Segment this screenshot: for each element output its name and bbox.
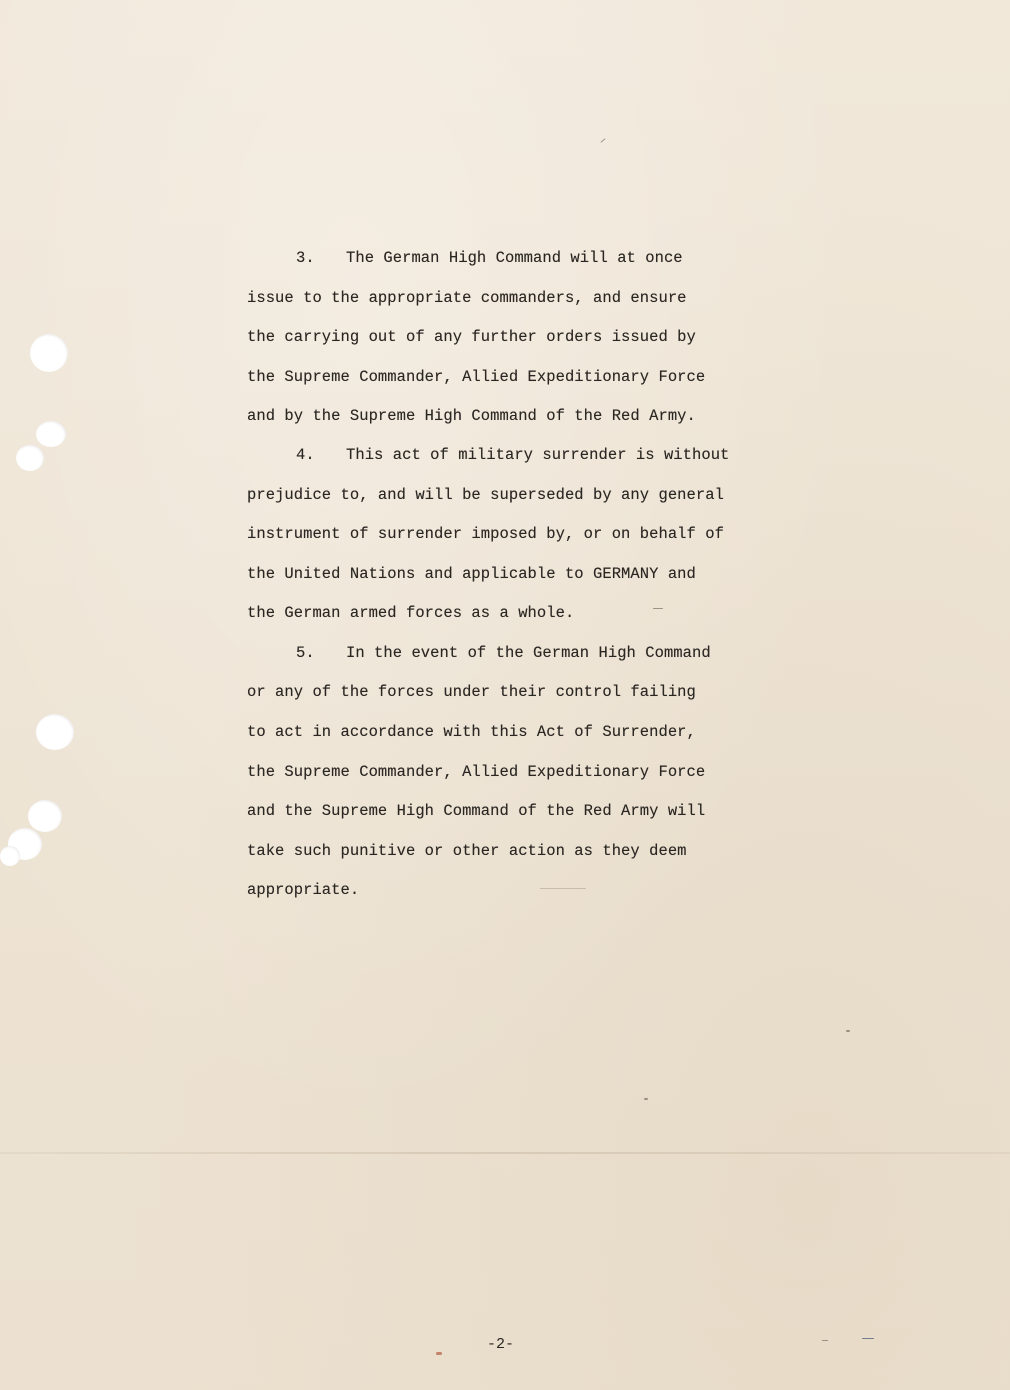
- paragraph-text-line: the Supreme Commander, Allied Expeditionary Force: [247, 368, 706, 386]
- paper-speck: [846, 1030, 850, 1032]
- paragraph-text-line: the Supreme Commander, Allied Expeditionary Force: [247, 763, 706, 781]
- paragraph-text-line: and the Supreme High Command of the Red Army will: [247, 802, 706, 820]
- paragraph-number: 5.: [296, 644, 315, 662]
- paragraph-text-line: issue to the appropriate commanders, and ensure: [247, 289, 687, 307]
- paragraph-text-line: take such punitive or other action as they deem: [247, 842, 687, 860]
- punch-hole: [0, 846, 20, 866]
- paragraph-text-line: appropriate.: [247, 881, 360, 899]
- paragraph-text-line: the United Nations and applicable to GERMANY and: [247, 565, 696, 583]
- paper-speck: [644, 1098, 648, 1100]
- paper-speck: [540, 888, 586, 889]
- paper-speck: [862, 1338, 874, 1339]
- punch-hole: [36, 421, 66, 447]
- paragraph-3-first-line: [296, 248, 683, 268]
- paragraph-text-line: the German armed forces as a whole.: [247, 604, 575, 622]
- paragraph-number: 3.: [296, 249, 315, 267]
- paragraph-text-line: This act of military surrender is without: [346, 446, 730, 464]
- punch-hole: [36, 714, 74, 750]
- paragraph-text-line: and by the Supreme High Command of the Red Army.: [247, 407, 696, 425]
- page-number: -2-: [487, 1336, 515, 1353]
- paper-fold-line: [0, 1152, 1010, 1154]
- paper-speck: [436, 1352, 442, 1355]
- paragraph-number: 4.: [296, 446, 315, 464]
- paper-speck: [653, 608, 663, 609]
- paragraph-text-line: or any of the forces under their control failing: [247, 683, 696, 701]
- paragraph-text-line: to act in accordance with this Act of Surrender,: [247, 723, 696, 741]
- paragraph-text-line: instrument of surrender imposed by, or on behalf of: [247, 525, 724, 543]
- punch-hole: [16, 445, 44, 471]
- paper-speck: [600, 138, 605, 143]
- paragraph-text-line: In the event of the German High Command: [346, 644, 711, 662]
- paragraph-text-line: The German High Command will at once: [346, 249, 683, 267]
- punch-hole: [30, 334, 68, 372]
- paragraph-4-first-line: [296, 445, 729, 465]
- paragraph-text-line: prejudice to, and will be superseded by any general: [247, 486, 724, 504]
- paragraph-text-line: the carrying out of any further orders issued by: [247, 328, 696, 346]
- paragraph-5-first-line: [296, 643, 711, 663]
- punch-hole: [28, 800, 62, 832]
- paper-speck: [822, 1340, 828, 1341]
